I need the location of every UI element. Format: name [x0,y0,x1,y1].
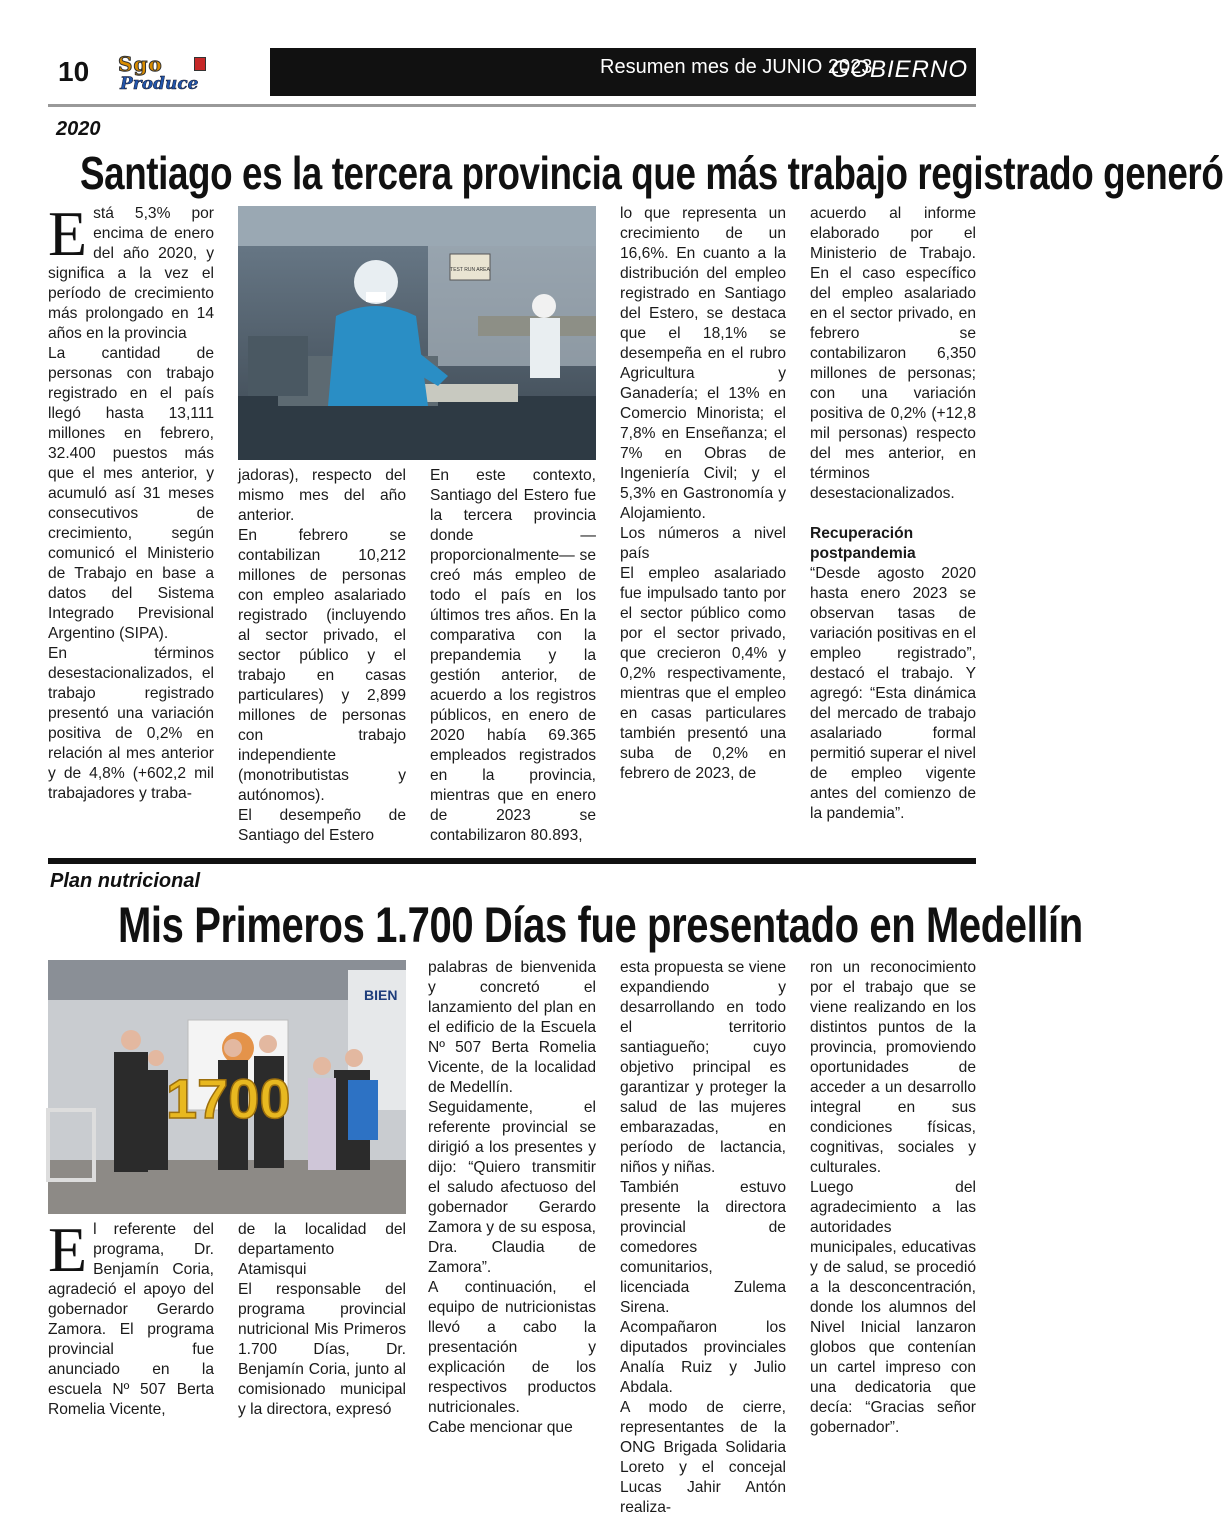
article2-column-5 [810,958,976,1438]
paragraph: lo que representa un crecimiento de un 16,6%. En cuanto a la distribución del empleo registrado en Santiago del Estero, se destaca que el 18,1% se desempeña en el rubro Agricultura y Ganadería; el 13% en Comercio Minorista; el 7,8% en Enseñanza; el 7% en Obras de Ingeniería Civil; y el 5,3% en Gastronomía y Alojamiento. [620,205,786,522]
paragraph: La cantidad de personas con trabajo registrado en el país llegó hasta 13,111 millones en febrero, 32.400 puestos más que el mes anterior, y acumuló así 31 meses consecutivos de crecimiento, según comunicó el Ministerio de Trabajo en base a datos del Sistema Integrado Previsional Argentino (SIPA). [48,345,214,642]
paragraph: El responsable del programa provincial nutricional Mis Primeros 1.700 Días, Dr. Benjamín Coria, junto al comisionado municipal y la directora, expresó [238,1281,406,1418]
article1-headline: Santiago es la tercera provincia que más trabajo registrado generó [80,147,1223,199]
paragraph: En términos desestacionalizados, el trabajo registrado presentó una variación positiva de 0,2% en relación al mes anterior y de 4,8% (+602,2 mil trabajadores y traba- [48,645,214,802]
paragraph: jadoras), respecto del mismo mes del año anterior. [238,467,406,524]
article2-column-4 [620,958,786,1518]
paragraph: acuerdo al informe elaborado por el Ministerio de Trabajo. En el caso específico del empleo asalariado en el sector privado, en febrero se contabilizaron 6,350 millones de personas; con una variación positiva de 0,2% (+12,8 mil personas) respecto del mes anterior, en términos desestacionalizados. [810,205,976,502]
paragraph: l referente del programa, Dr. Benjamín Coria, agradeció el apoyo del gobernador Gerardo Zamora. El programa provincial fue anunciado en la escuela Nº 507 Berta Romelia Vicente, [48,1221,214,1418]
paragraph: A modo de cierre, representantes de la ONG Brigada Solidaria Loreto y el concejal Lucas Jahir Antón realiza- [620,1399,786,1516]
paragraph: También estuvo presente la directora provincial de comedores comunitarios, licenciada Zulema Sirena. [620,1179,786,1316]
logo-line2: Produce [120,74,199,94]
paragraph: de la localidad del departamento Atamisqui [238,1221,406,1278]
article2-column-2 [238,1220,406,1420]
article1-column-2 [238,466,406,846]
article1-subhead: Recuperación postpandemia [810,525,916,562]
paragraph: Cabe mencionar que [428,1419,573,1436]
paragraph: Acompañaron los diputados provinciales Analía Ruiz y Julio Abdala. [620,1319,786,1396]
section-label: GOBIERNO [830,56,968,83]
header-bar [270,48,976,96]
article1-column-1 [48,198,214,804]
header-rule [48,104,976,107]
paragraph: palabras de bienvenida y concretó el lanzamiento del plan en el edificio de la Escuela Nº 507 Berta Romelia Vicente, de la localidad de Medellín. [428,959,596,1096]
paragraph: Seguidamente, el referente provincial se dirigió a los presentes y dijo: “Quiero transmitir el saludo afectuoso del gobernador Gerardo Zamora y de su esposa, Dra. Claudia de Zamora”. [428,1099,596,1276]
publication-logo [114,52,254,96]
paragraph: El empleo asalariado fue impulsado tanto por el sector público como por el sector privado, que crecieron 0,4% y 0,2% respectivamente, mientras que el empleo en casas particulares también presentó una suba de 0,2% en febrero de 2023, de [620,565,786,782]
paragraph: Los números a nivel país [620,525,786,562]
article2-headline: Mis Primeros 1.700 Días fue presentado en Medellín [118,897,1083,953]
month-summary: Resumen mes de JUNIO 2023 [600,56,873,78]
article1-column-5 [810,204,976,824]
article1-column-4 [620,204,786,784]
factory-sign: TEST RUN AREA [450,267,490,273]
paragraph: “Desde agosto 2020 hasta enero 2023 se observan tasas de variación positivas en el empleo registrado”, destacó el trabajo. Y agregó: “Esta dinámica del mercado de trabajo asalariado formal permitió superar el nivel de empleo vigente antes del comienzo de la pandemia”. [810,565,976,822]
article2-column-3 [428,958,596,1438]
flag-icon [194,57,206,71]
logo-line1: Sgo [118,52,163,76]
paragraph: esta propuesta se viene expandiendo y desarrollando en todo el territorio santiagueño; cuyo objetivo principal es garantizar y proteger la salud de las mujeres embarazadas, en período de lactancia, niños y niñas. [620,959,786,1176]
paragraph: El desempeño de Santiago del Estero [238,807,406,844]
wall-sign: BIEN [364,987,398,1003]
article2-column-1 [48,1214,214,1420]
paragraph: En este contexto, Santiago del Estero fue la tercera provincia donde —proporcionalmente— se creó más empleo de todo el país en los últimos tres años. En la comparativa con la prepandemia y la gestión anterior, de acuerdo a los registros públicos, en enero de 2020 había 69.365 empleados registrados en la provincia, mientras que en enero de 2023 se contabilizaron 80.893, [430,467,596,844]
paragraph: Luego del agradecimiento a las autoridades municipales, educativas y de salud, se procedió a la desconcentración, donde los alumnos del Nivel Inicial lanzaron globos que contenían un cartel impreso con una dedicatoria que decía: “Gracias señor gobernador”. [810,1179,976,1436]
article1-dropcap: E [48,198,88,269]
article2-dropcap: E [48,1214,88,1285]
section-divider [48,858,976,864]
paragraph: ron un reconocimiento por el trabajo que se viene realizando en los distintos puntos de la provincia, promoviendo oportunidades de acceder a un desarrollo integral en sus condiciones físicas, cognitivas, sociales y culturales. [810,959,976,1176]
paragraph: stá 5,3% por encima de enero del año 2020, y significa a la vez el período de crecimiento más prolongado en 14 años en la provincia [48,205,214,342]
event-photo [48,960,406,1214]
paragraph: En febrero se contabilizan 10,212 millones de personas con empleo asalariado registrado (incluyendo al sector privado, el sector público y el trabajo en casas particulares) y 2,899 millones de personas con trabajo independiente (monotributistas y autónomos). [238,527,406,804]
article1-kicker: 2020 [56,118,101,140]
page-header [48,48,976,98]
page-number: 10 [58,56,90,87]
factory-photo [238,206,596,460]
article2-kicker: Plan nutricional [50,870,201,892]
balloon-numbers: 1700 [166,1067,291,1130]
paragraph: A continuación, el equipo de nutricionistas llevó a cabo la presentación y explicación de los respectivos productos nutricionales. [428,1279,596,1416]
article1-column-3 [430,466,596,846]
